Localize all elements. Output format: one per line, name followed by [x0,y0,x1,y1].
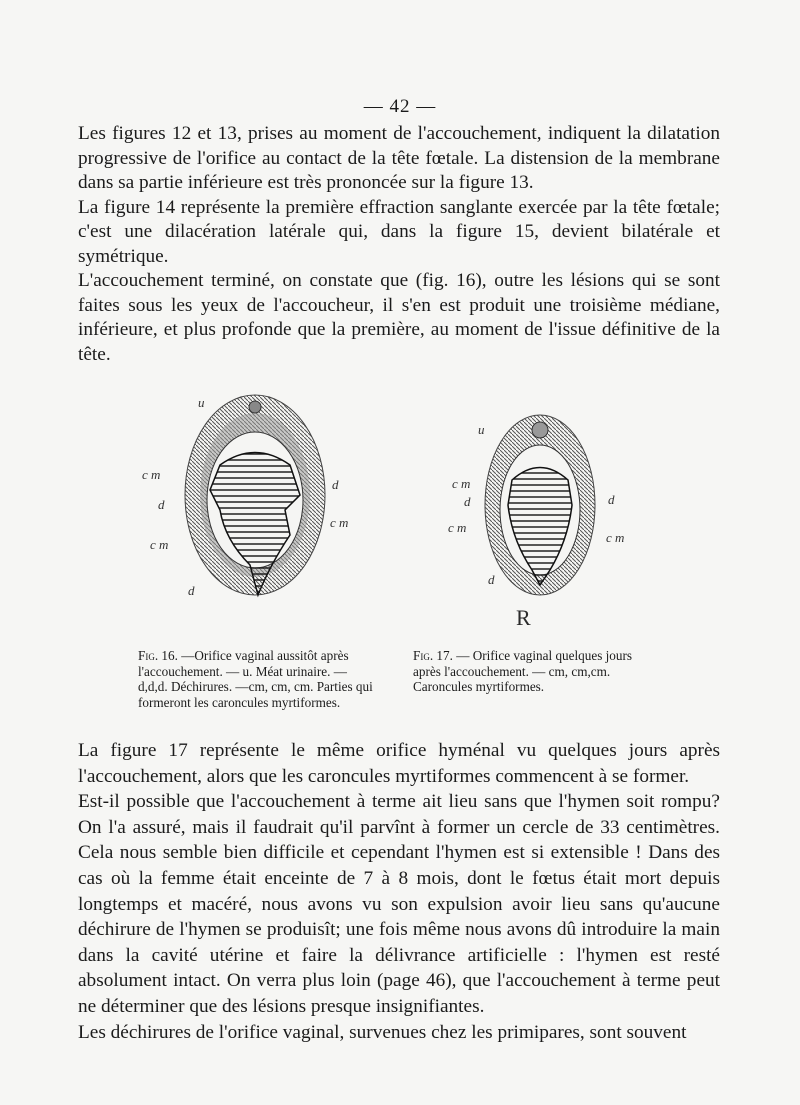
paragraph: Les déchirures de l'orifice vaginal, survenues chez les primipares, sont souvent [78,1021,687,1043]
paragraph: L'accouchement terminé, on constate que (fig. 16), outre les lésions qui se sont faites sous les yeux de l'accoucheur, il s'en est produit une troisième médiane, inférieure, et plus profonde que la première, au moment de l'issue définitive de la tête. [78,270,720,365]
figure-17-caption-head: Fig. 17. [413,648,453,663]
figure-17-label-u: u [478,422,485,437]
figure-16-drawing [140,385,370,625]
figure-16-label-cm: c m [330,515,349,530]
figure-17-label-d: d [488,572,495,587]
figure-16-label-cm: c m [142,467,161,482]
top-text [78,122,720,367]
bottom-text [78,738,720,1045]
figure-17-caption [413,648,658,695]
paragraph: La figure 14 représente la première effraction sanglante exercée par la tête fœtale; c'est une dilacération latérale qui, dans la figure 15, devient bilatérale et symétrique. [78,196,720,267]
figure-17-caption-text: — Orifice vaginal quelques jours après l'accouchement. — cm, cm,cm. Caroncules myrtiformes. [413,648,633,694]
figure-17-illustration [440,410,640,640]
paragraph: Les figures 12 et 13, prises au moment de l'accouchement, indiquent la dilatation progressive de l'orifice au contact de la tête fœtale. La distension de la membrane dans sa partie inférieure est très prononcée sur la figure 13. [78,123,720,193]
paragraph: Est-il possible que l'accouchement à terme ait lieu sans que l'hymen soit rompu? On l'a assuré, mais il faudrait qu'il parvînt à former un cercle de 33 centimètres. Cela nous semble bien difficile et cependant l'hymen est si extensible ! Dans des cas où la femme était enceinte de 7 à 8 mois, dont le fœtus était mort depuis longtemps et macéré, nous avons vu son expulsion avoir lieu sans qu'aucune déchirure de l'hymen se produisît; une fois même nous avons dû introduire la main dans la cavité utérine et faire la délivrance artificielle : l'hymen est resté absolument intact. On verra plus loin (page 46), que l'accouchement à terme peut ne déterminer que des lésions presque insignifiantes. [78,791,720,1017]
paragraph: La figure 17 représente le même orifice hyménal vu quelques jours après l'accouchement, alors que les caroncules myrtiformes commencent à se former. [78,740,720,787]
page-number: — 42 — [363,96,437,117]
figure-16-caption-text: —Orifice vaginal aussitôt après l'accouchement. — u. Méat urinaire. — d,d,d. Déchirures. —cm, cm, cm. Parties qui formeront les caroncules myrtiformes. [138,648,373,710]
figure-16-caption-head: Fig. 16. [138,648,178,663]
figure-16-illustration [140,385,370,625]
figure-17-label-cm: c m [448,520,467,535]
figure-16-caption [138,648,378,710]
figure-16-label-d: d [188,583,195,598]
figure-17-label-d: d [608,492,615,507]
engraver-signature: R [516,605,531,630]
figure-17-label-cm: c m [452,476,471,491]
figure-16-label-cm: c m [150,537,169,552]
figure-17-label-d: d [464,494,471,509]
figure-16-label-d: d [332,477,339,492]
figure-16-label-d: d [158,497,165,512]
figure-16-label-u: u [198,395,205,410]
figure-17-label-cm: c m [606,530,625,545]
figure-17-drawing [440,410,640,640]
